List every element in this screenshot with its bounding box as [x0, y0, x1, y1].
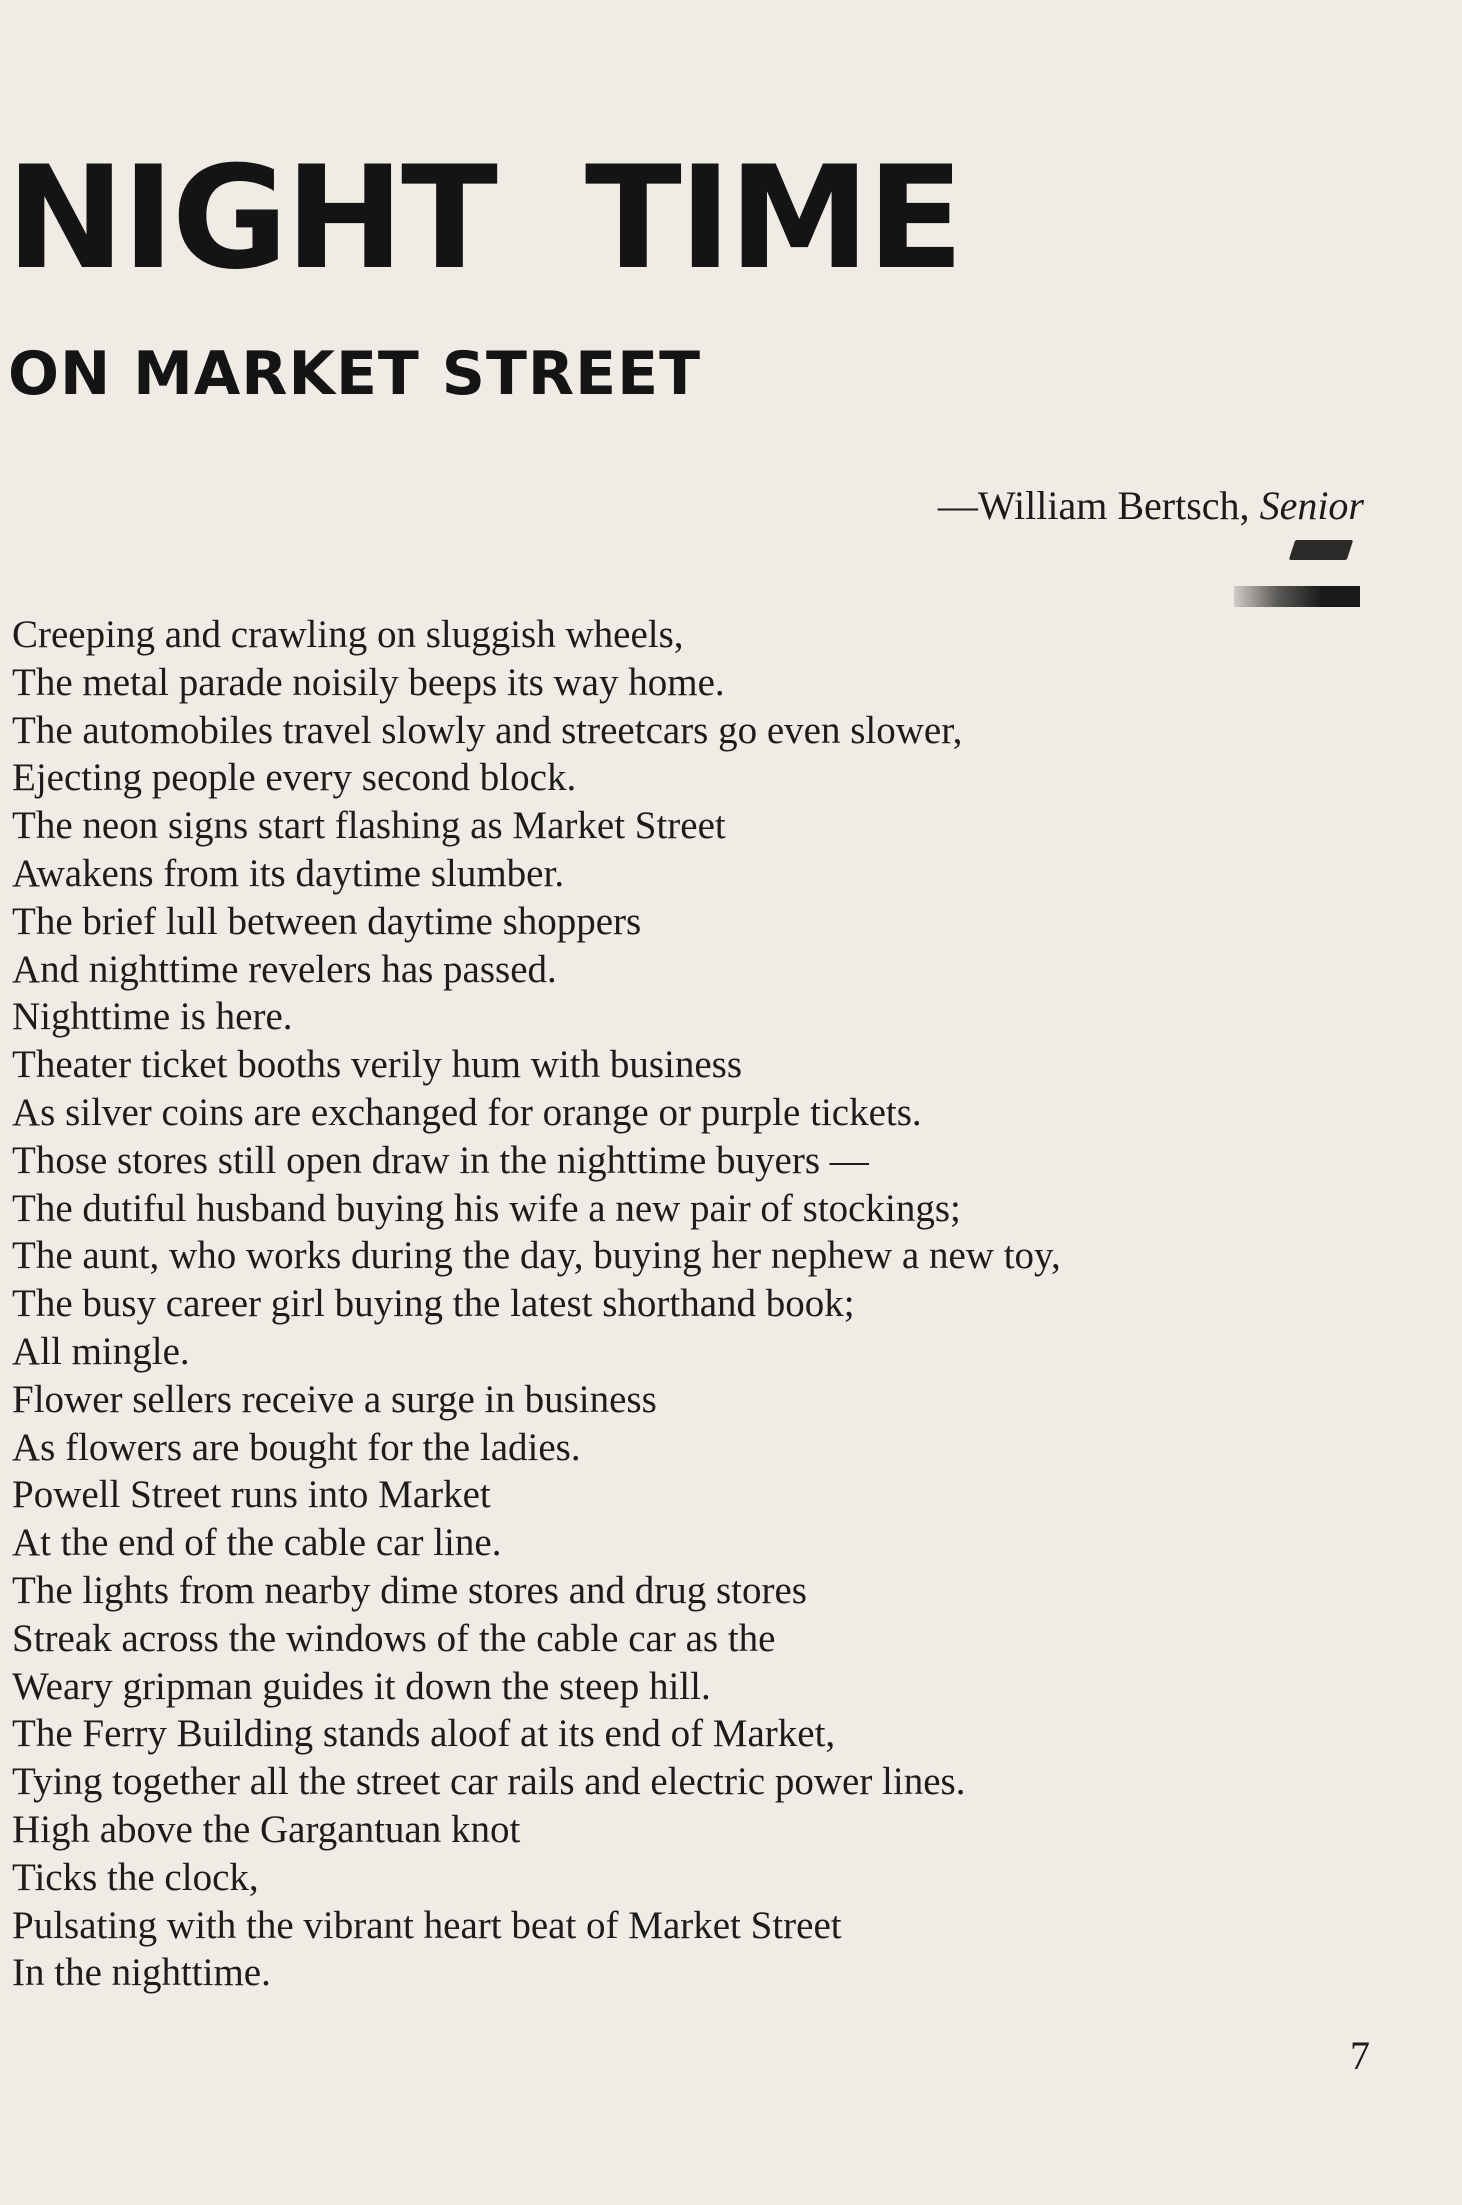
poem-line: As flowers are bought for the ladies.	[12, 1425, 581, 1469]
author-name: —William Bertsch,	[937, 483, 1260, 528]
poem-line: The aunt, who works during the day, buying her nephew a new toy,	[12, 1234, 1061, 1278]
poem-line: All mingle.	[12, 1329, 190, 1373]
poem-line: Ejecting people every second block.	[12, 756, 577, 800]
title-word-night: NIGHT	[6, 136, 495, 301]
ink-smudge-mark	[1234, 586, 1360, 607]
poem-line: Tying together all the street car rails and electric power lines.	[12, 1760, 966, 1804]
poem-line: Powell Street runs into Market	[12, 1473, 491, 1517]
poem-line: The dutiful husband buying his wife a new pair of stockings;	[12, 1186, 961, 1230]
poem-line: Flower sellers receive a surge in business	[12, 1377, 657, 1421]
ink-smudge-mark	[1289, 540, 1353, 560]
poem-line: The busy career girl buying the latest shorthand book;	[12, 1282, 855, 1326]
poem-line: The Ferry Building stands aloof at its end of Market,	[12, 1712, 836, 1756]
poem-line: Theater ticket booths verily hum with business	[12, 1043, 743, 1087]
poem-line: Pulsating with the vibrant heart beat of Market Street	[12, 1903, 842, 1947]
poem-line: And nighttime revelers has passed.	[12, 947, 557, 991]
poem-line: High above the Gargantuan knot	[12, 1807, 521, 1851]
poem-line: Those stores still open draw in the nighttime buyers —	[12, 1138, 869, 1182]
poem-line: The metal parade noisily beeps its way home.	[12, 660, 725, 704]
poem-line: The brief lull between daytime shoppers	[12, 899, 642, 943]
poem-line: Creeping and crawling on sluggish wheels,	[12, 613, 684, 656]
poem-line: In the nighttime.	[12, 1951, 271, 1995]
poem-line: Streak across the windows of the cable car as the	[12, 1616, 776, 1660]
poem-line: The lights from nearby dime stores and drug stores	[12, 1568, 807, 1612]
poem-line: Awakens from its daytime slumber.	[12, 851, 565, 895]
poem-line: As silver coins are exchanged for orange or purple tickets.	[12, 1090, 922, 1134]
author-byline	[937, 483, 1364, 528]
author-role: Senior	[1259, 483, 1364, 528]
poem-line: Weary gripman guides it down the steep hill.	[12, 1664, 711, 1708]
poem-subtitle: ON MARKET STREET	[8, 339, 701, 409]
poem-line: The automobiles travel slowly and streetcars go even slower,	[12, 708, 963, 752]
title-word-time: TIME	[584, 136, 961, 301]
poem-line: At the end of the cable car line.	[12, 1521, 502, 1565]
poem-line: Ticks the clock,	[12, 1855, 259, 1899]
poem-body	[12, 611, 1061, 1997]
poem-line: Nighttime is here.	[12, 995, 293, 1039]
poem-line: The neon signs start flashing as Market Street	[12, 804, 726, 848]
page-number: 7	[1350, 2033, 1370, 2078]
poem-title	[6, 136, 961, 301]
